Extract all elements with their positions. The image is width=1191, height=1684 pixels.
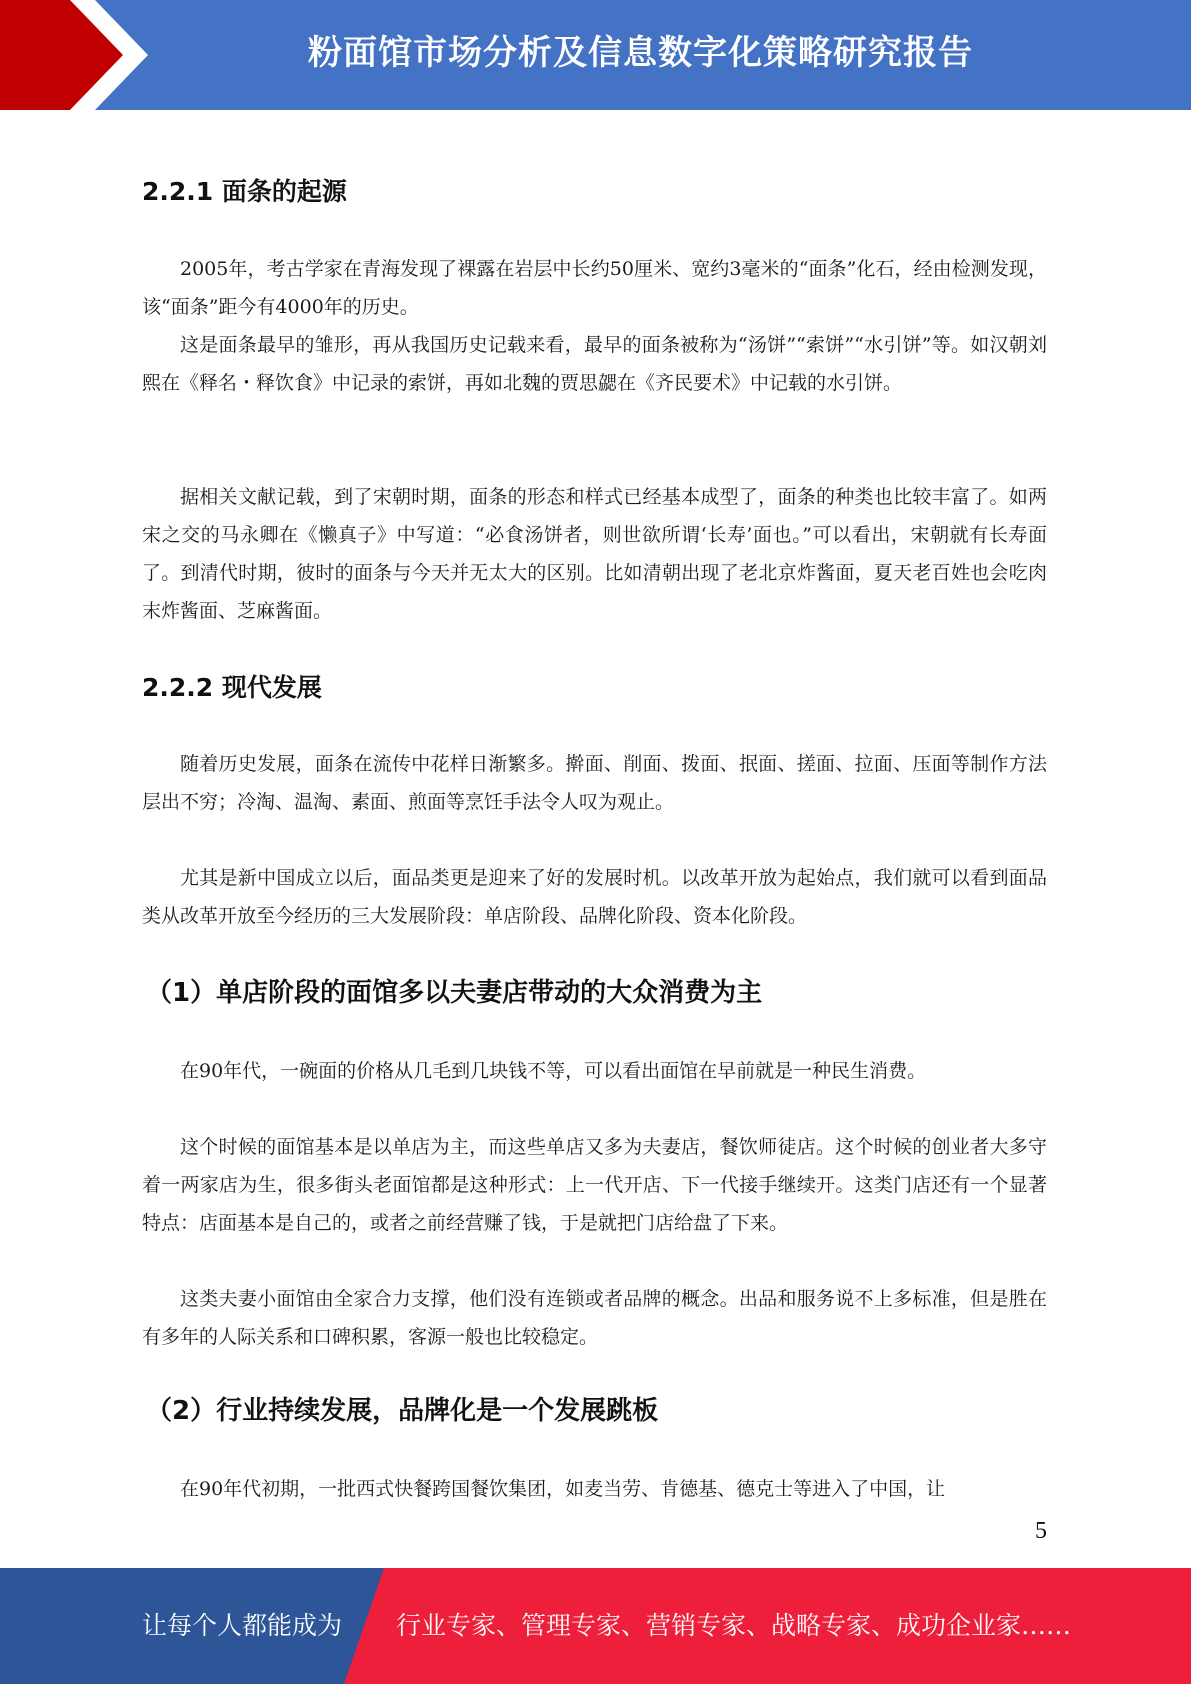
paragraph: 这类夫妻小面馆由全家合力支撑，他们没有连锁或者品牌的概念。出品和服务说不上多标准，但是胜在有多年的人际关系和口碑积累，客源一般也比较稳定。	[142, 1288, 1047, 1348]
section-heading-modern: 2.2.2 现代发展	[142, 673, 322, 702]
paragraph: 这个时候的面馆基本是以单店为主，而这些单店又多为夫妻店，餐饮师徒店。这个时候的创业者大多守着一两家店为生，很多街头老面馆都是这种形式：上一代开店、下一代接手继续开。这类门店还有一个显著特点：店面基本是自己的，或者之前经营赚了钱，于是就把门店给盘了下来。	[142, 1136, 1047, 1234]
paragraph: 这是面条最早的雏形，再从我国历史记载来看，最早的面条被称为“汤饼”“索饼”“水引饼”等。如汉朝刘熙在《释名・释饮食》中记录的索饼，再如北魏的贾思勰在《齐民要术》中记载的水引饼。	[142, 334, 1047, 394]
header-arrow-decoration	[0, 0, 160, 110]
paragraph: 在90年代初期，一批西式快餐跨国餐饮集团，如麦当劳、肯德基、德克士等进入了中国，让	[180, 1478, 946, 1500]
paragraph: 据相关文献记载，到了宋朝时期，面条的形态和样式已经基本成型了，面条的种类也比较丰富了。如两宋之交的马永卿在《懒真子》中写道：“必食汤饼者，则世欲所谓‘长寿’面也。”可以看出，宋朝就有长寿面了。到清代时期，彼时的面条与今天并无太大的区别。比如清朝出现了老北京炸酱面，夏天老百姓也会吃肉末炸酱面、芝麻酱面。	[142, 486, 1047, 622]
page-header-band	[0, 0, 1191, 110]
paragraph: 2005年，考古学家在青海发现了裸露在岩层中长约50厘米、宽约3毫米的“面条”化石，经由检测发现，该“面条”距今有4000年的历史。	[142, 258, 1047, 318]
paragraph: 随着历史发展，面条在流传中花样日渐繁多。擀面、削面、拨面、抿面、搓面、拉面、压面等制作方法层出不穷；冷淘、温淘、素面、煎面等烹饪手法令人叹为观止。	[142, 753, 1047, 813]
page-number: 5	[1035, 1518, 1047, 1544]
footer-slogan-left: 让每个人都能成为	[142, 1611, 343, 1640]
paragraph: 尤其是新中国成立以后，面品类更是迎来了好的发展时机。以改革开放为起始点，我们就可以看到面品类从改革开放至今经历的三大发展阶段：单店阶段、品牌化阶段、资本化阶段。	[142, 867, 1047, 927]
footer-slogan-right: 行业专家、管理专家、营销专家、战略专家、成功企业家……	[396, 1611, 1072, 1640]
subsection-heading-branding: （2）行业持续发展，品牌化是一个发展跳板	[146, 1396, 659, 1426]
page-footer-band	[0, 1568, 1191, 1684]
section-heading-origin: 2.2.1 面条的起源	[142, 177, 347, 206]
subsection-heading-single-store: （1）单店阶段的面馆多以夫妻店带动的大众消费为主	[146, 978, 763, 1008]
paragraph: 在90年代，一碗面的价格从几毛到几块钱不等，可以看出面馆在早前就是一种民生消费。	[180, 1060, 927, 1082]
report-title: 粉面馆市场分析及信息数字化策略研究报告	[308, 33, 973, 73]
